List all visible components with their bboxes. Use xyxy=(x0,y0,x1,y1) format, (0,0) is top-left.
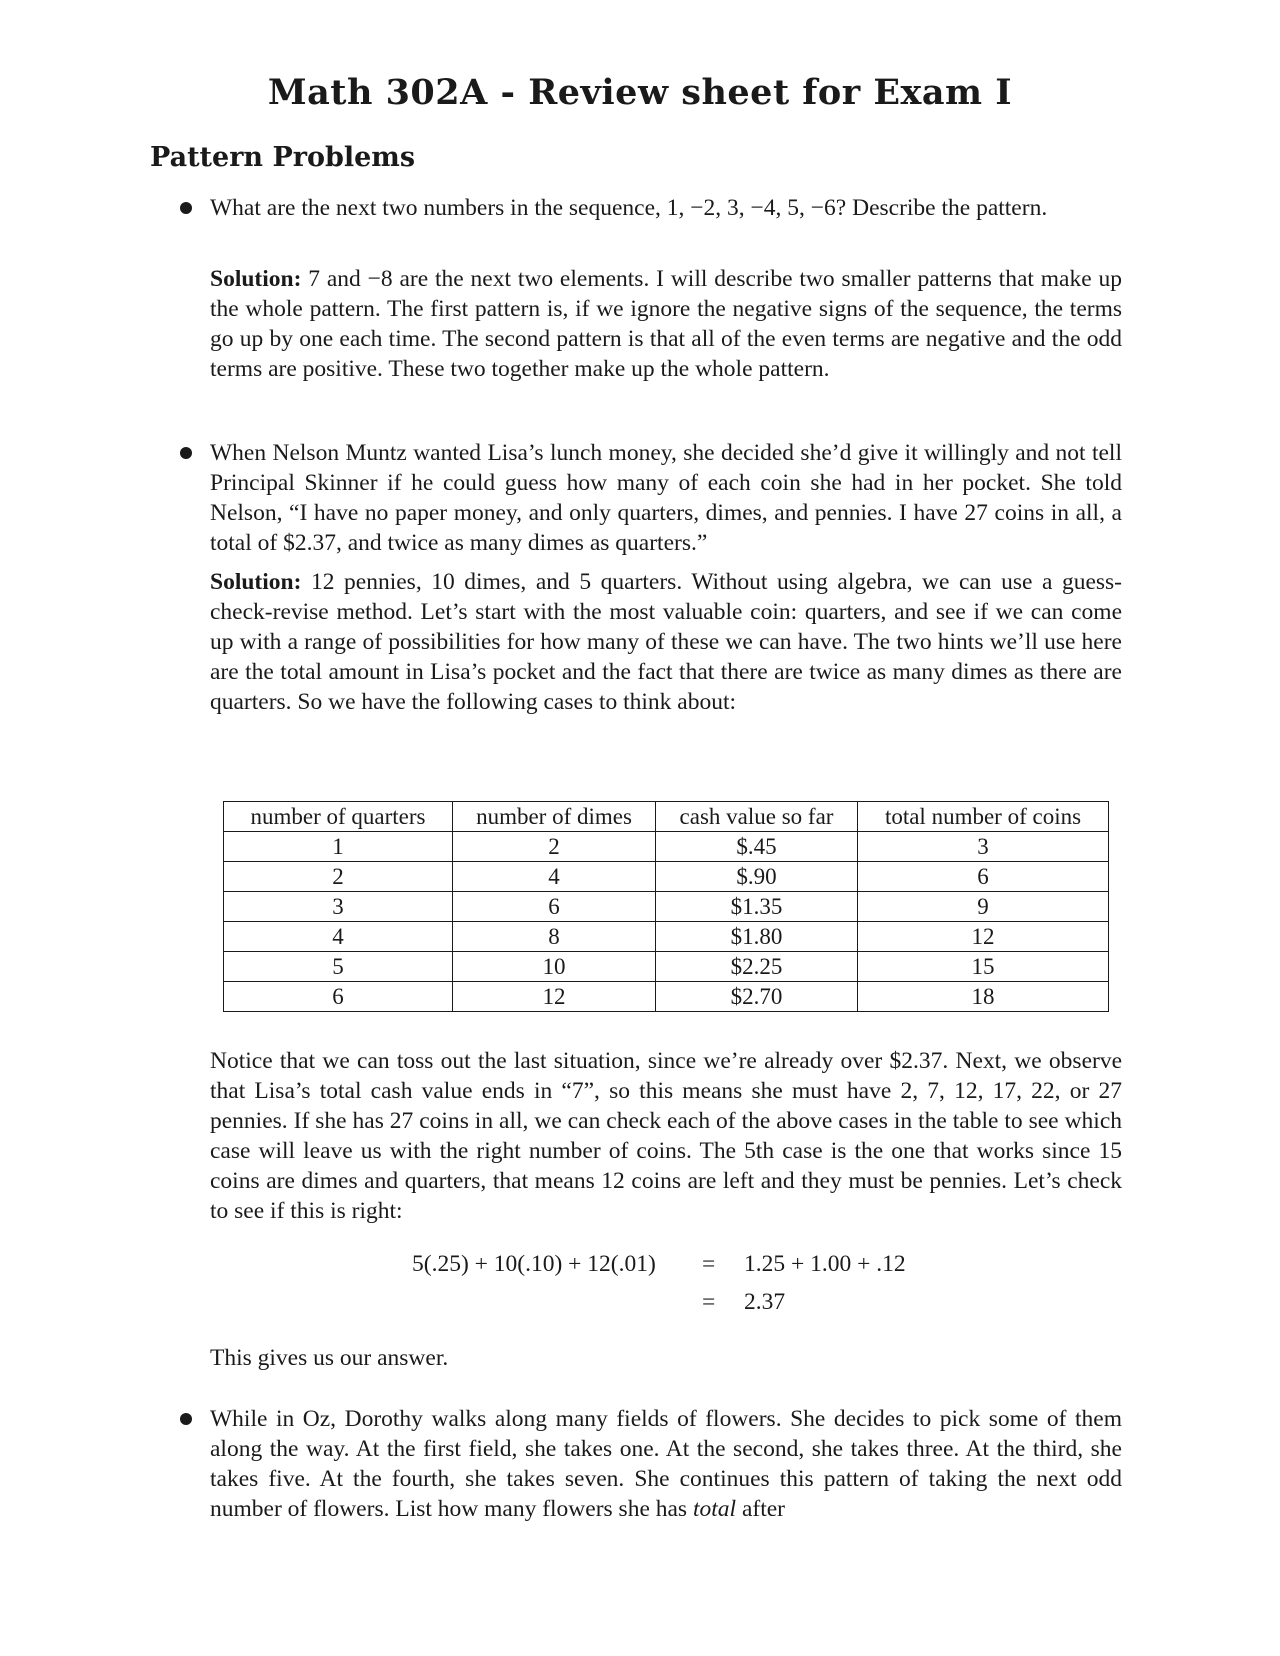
table-cell: 10 xyxy=(453,952,656,982)
solution-text: 7 and −8 are the next two elements. I will describe two smaller patterns that make up the whole pattern. The first pattern is, if we ignore the negative signs of the sequence, the terms go up by one each time. The second pattern is that all of the even terms are negative and the odd terms are positive. These two together make up the whole pattern. xyxy=(210,266,1122,382)
problem-3-question xyxy=(210,1404,1122,1524)
table-cell: $.90 xyxy=(656,862,858,892)
table-row xyxy=(224,892,1109,922)
table-cell: $.45 xyxy=(656,832,858,862)
solution-text: 12 pennies, 10 dimes, and 5 quarters. Without using algebra, we can use a guess-check-revise method. Let’s start with the most valuable coin: quarters, and see if we can come up with a range of possibilities for how many of these we can have. The two hints we’ll use here are the total amount in Lisa’s pocket and the fact that there are twice as many dimes as there are quarters. So we have the following cases to think about: xyxy=(210,569,1123,715)
table-header-cell: number of quarters xyxy=(224,802,453,832)
question-text-end: after xyxy=(741,1496,785,1522)
table-cell: 9 xyxy=(858,892,1109,922)
bullet-icon xyxy=(180,202,192,214)
table-cell: 2 xyxy=(224,862,453,892)
page-title: Math 302A - Review sheet for Exam I xyxy=(267,72,1013,113)
equation-lhs: 5(.25) + 10(.10) + 12(.01) xyxy=(412,1251,656,1277)
table-cell: 1 xyxy=(224,832,453,862)
question-emphasis: total xyxy=(692,1496,737,1522)
table-cell: 3 xyxy=(858,832,1109,862)
table-row xyxy=(224,982,1109,1012)
table-cell: 2 xyxy=(453,832,656,862)
cases-table xyxy=(223,801,1109,1012)
bullet-icon xyxy=(180,1413,192,1425)
table-cell: 3 xyxy=(224,892,453,922)
table-cell: 12 xyxy=(858,922,1109,952)
equation-equals: = xyxy=(702,1289,716,1315)
table-cell: 8 xyxy=(453,922,656,952)
problem-2-followup: Notice that we can toss out the last situation, since we’re already over $2.37. Next, we observe that Lisa’s total cash value ends in “7”, so this means she must have 2, 7, 12, 17, 22, or 27 pennies. If she has 27 coins in all, we can check each of the above cases in the table to see which case will leave us with the right number of coins. The 5th case is the one that works since 15 coins are dimes and quarters, that means 12 coins are left and they must be pennies. Let’s check to see if this is right: xyxy=(210,1048,1122,1224)
problem-2-question: When Nelson Muntz wanted Lisa’s lunch money, she decided she’d give it willingly and not tell Principal Skinner if he could guess how many of each coin she had in her pocket. She told Nelson, “I have no paper money, and only quarters, dimes, and pennies. I have 27 coins in all, a total of $2.37, and twice as many dimes as quarters.” xyxy=(210,440,1122,556)
problem-1-question: What are the next two numbers in the sequence, 1, −2, 3, −4, 5, −6? Describe the pattern. xyxy=(210,195,1048,221)
table-cell: 6 xyxy=(453,892,656,922)
table-header-cell: number of dimes xyxy=(453,802,656,832)
table-cell: 15 xyxy=(858,952,1109,982)
equation-rhs-2: 2.37 xyxy=(744,1289,786,1315)
table-cell: 6 xyxy=(224,982,453,1012)
table-cell: $2.25 xyxy=(656,952,858,982)
bullet-icon xyxy=(180,447,192,459)
question-text: While in Oz, Dorothy walks along many fields of flowers. She decides to pick some of them along the way. At the first field, she takes one. At the second, she takes three. At the third, she takes five. At the fourth, she takes seven. She continues this pattern of taking the next odd number of flowers. List how many flowers she has xyxy=(210,1406,1122,1522)
table-row xyxy=(224,952,1109,982)
problem-2-conclusion: This gives us our answer. xyxy=(210,1345,449,1371)
table-cell: $1.80 xyxy=(656,922,858,952)
problem-2-solution xyxy=(210,567,1122,717)
table-row xyxy=(224,862,1109,892)
table-cell: $2.70 xyxy=(656,982,858,1012)
table-cell: 4 xyxy=(224,922,453,952)
table-cell: $1.35 xyxy=(656,892,858,922)
table-header-cell: cash value so far xyxy=(656,802,858,832)
solution-label: Solution: xyxy=(210,266,302,292)
problem-1-solution xyxy=(210,264,1122,384)
table-cell: 18 xyxy=(858,982,1109,1012)
table-cell: 4 xyxy=(453,862,656,892)
table-cell: 12 xyxy=(453,982,656,1012)
table-cell: 6 xyxy=(858,862,1109,892)
equation-equals: = xyxy=(702,1251,716,1277)
table-cell: 5 xyxy=(224,952,453,982)
table-header-row xyxy=(224,802,1109,832)
table-row xyxy=(224,922,1109,952)
section-title: Pattern Problems xyxy=(150,142,416,173)
solution-label: Solution: xyxy=(210,569,302,595)
table-row xyxy=(224,832,1109,862)
equation-rhs-1: 1.25 + 1.00 + .12 xyxy=(744,1251,906,1277)
table-header-cell: total number of coins xyxy=(858,802,1109,832)
